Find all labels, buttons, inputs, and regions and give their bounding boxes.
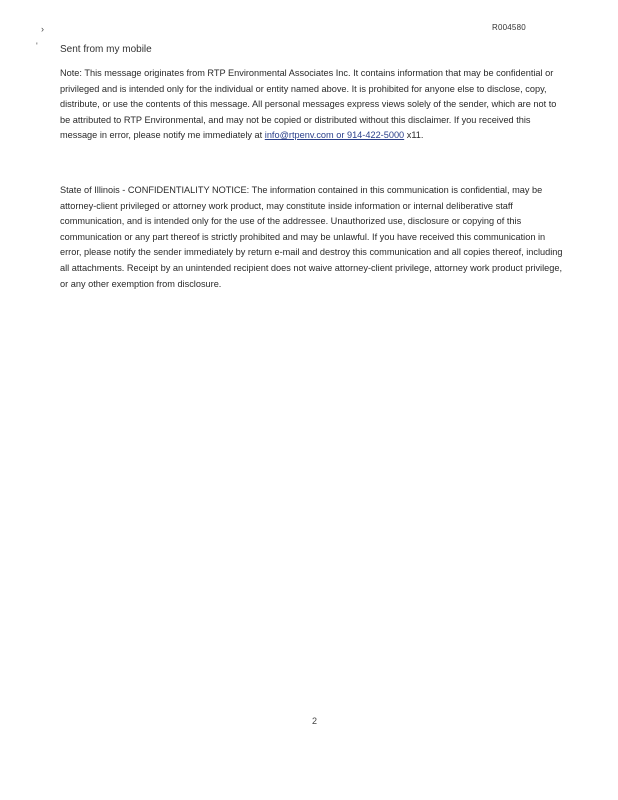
note-trailer: x11. — [406, 130, 424, 141]
corner-mark: › — [41, 24, 44, 34]
side-mark: ' — [36, 41, 38, 51]
sent-from-line: Sent from my mobile — [60, 44, 152, 55]
document-id: R004580 — [492, 23, 526, 32]
state-notice-text: State of Illinois - CONFIDENTIALITY NOTICE: The information contained in this communication is confidential, may be attorney-client privileged or attorney work product, may constitute inside information or internal deliberative staff communication, and is intended only for the use of the addressee. Unauthorized use, disclosure or copying of this communication or any part thereof is strictly prohibited and may be unlawful. If you have received this communication in error, please notify the sender immediately by return e-mail and destroy this communication and all copies thereof, including all attachments. Receipt by an unintended recipient does not waive attorney-client privilege, attorney work product privilege, or any other exemption from disclosure. — [60, 185, 563, 289]
confidentiality-note — [60, 66, 568, 144]
contact-link[interactable]: info@rtpenv.com or 914-422-5000 — [264, 130, 405, 141]
state-confidentiality-notice — [60, 183, 568, 292]
note-text: Note: This message originates from RTP Environmental Associates Inc. It contains information that may be confidential or privileged and is intended only for the individual or entity named above. It is prohibited for anyone else to disclose, copy, distribute, or use the contents of this message. All personal messages express views solely of the sender, which are not to be attributed to RTP Environmental, and may not be copied or distributed without this disclaimer. If you received this message in error, please notify me immediately at — [60, 68, 557, 141]
page-number: 2 — [312, 716, 318, 726]
